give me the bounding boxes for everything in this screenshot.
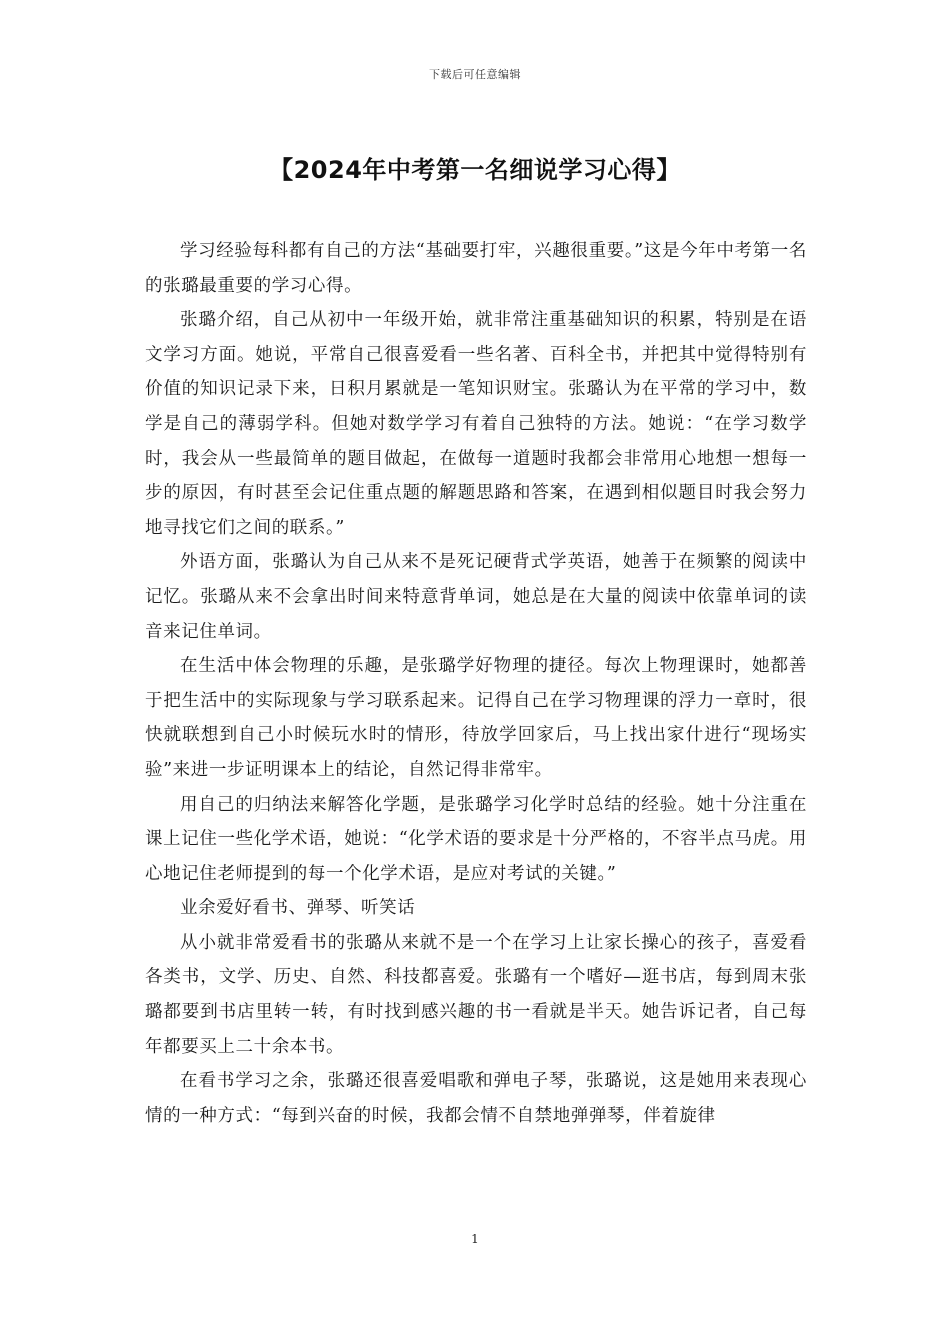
paragraph-3: 外语方面，张璐认为自己从来不是死记硬背式学英语，她善于在频繁的阅读中记忆。张璐从来不会拿出时间来特意背单词，她总是在大量的阅读中依靠单词的读音来记住单词。 <box>145 552 807 642</box>
paragraph-5: 用自己的归纳法来解答化学题，是张璐学习化学时总结的经验。她十分注重在课上记住一些化学术语，她说：“化学术语的要求是十分严格的，不容半点马虎。用心地记住老师提到的每一个化学术语，是应对考试的关键。” <box>145 794 807 884</box>
paragraph-4: 在生活中体会物理的乐趣，是张璐学好物理的捷径。每次上物理课时，她都善于把生活中的实际现象与学习联系起来。记得自己在学习物理课的浮力一章时，很快就联想到自己小时候玩水时的情形，待放学回家后，马上找出家什进行“现场实验”来进一步证明课本上的结论，自然记得非常牢。 <box>145 656 807 780</box>
paragraph-8: 在看书学习之余，张璐还很喜爱唱歌和弹电子琴，张璐说，这是她用来表现心情的一种方式：“每到兴奋的时候，我都会情不自禁地弹弹琴，伴着旋律 <box>145 1071 807 1126</box>
section-heading-hobbies: 业余爱好看书、弹琴、听笑话 <box>180 898 416 919</box>
paragraph-1: 学习经验每科都有自己的方法“基础要打牢，兴趣很重要。”这是今年中考第一名的张璐最重要的学习心得。 <box>145 241 807 296</box>
document-title: 【2024年中考第一名细说学习心得】 <box>269 156 681 184</box>
page-number: 1 <box>471 1232 479 1246</box>
paragraph-2: 张璐介绍，自己从初中一年级开始，就非常注重基础知识的积累，特别是在语文学习方面。她说，平常自己很喜爱看一些名著、百科全书，并把其中觉得特别有价值的知识记录下来，日积月累就是一笔知识财宝。张璐认为在平常的学习中，数学是自己的薄弱学科。但她对数学学习有着自己独特的方法。她说：“在学习数学时，我会从一些最简单的题目做起，在做每一道题时我都会非常用心地想一想每一步的原因，有时甚至会记住重点题的解题思路和答案，在遇到相似题目时我会努力地寻找它们之间的联系。” <box>145 310 807 538</box>
header-note: 下载后可任意编辑 <box>429 68 521 81</box>
paragraph-7: 从小就非常爱看书的张璐从来就不是一个在学习上让家长操心的孩子，喜爱看各类书，文学、历史、自然、科技都喜爱。张璐有一个嗜好—逛书店，每到周末张璐都要到书店里转一转，有时找到感兴趣的书一看就是半天。她告诉记者，自己每年都要买上二十余本书。 <box>145 932 807 1057</box>
document-body <box>145 234 807 1133</box>
